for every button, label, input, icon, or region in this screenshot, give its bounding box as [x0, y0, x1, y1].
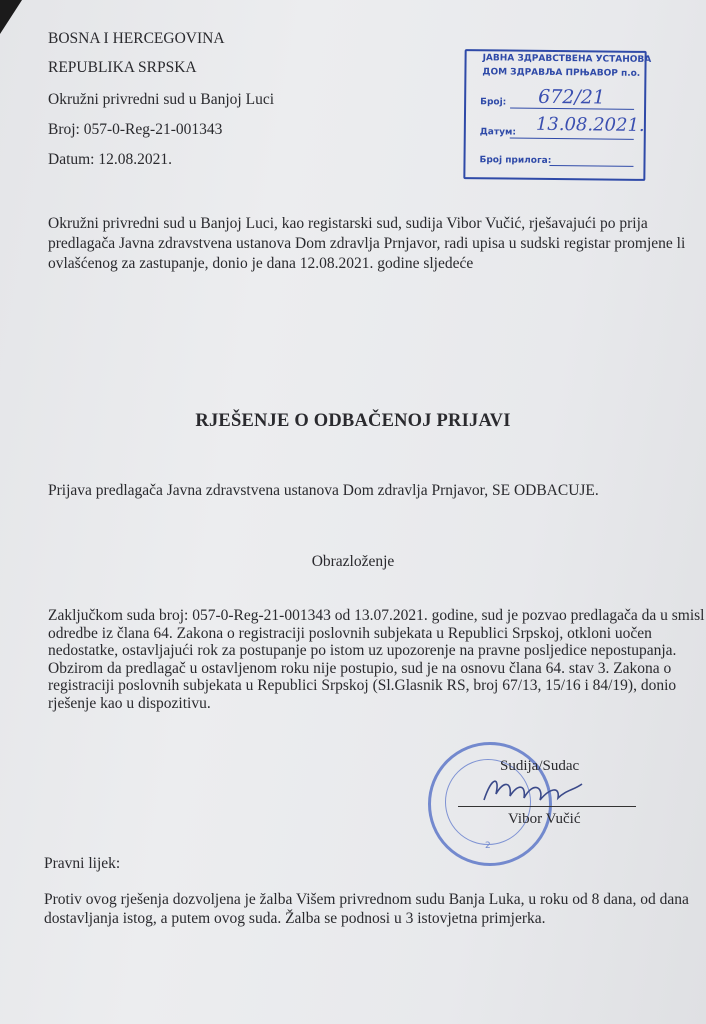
stamp-date-rule: [510, 138, 634, 140]
header-date: Datum: 12.08.2021.: [48, 151, 172, 168]
document-title: RJEŠENJE O ODBAČENOJ PRIJAVI: [195, 411, 511, 431]
intro-line: predlagača Javna zdravstvena ustanova Dom zdravlja Prnjavor, radi upisa u sudski registar promjene li: [48, 235, 686, 252]
stamp-number-label: Број:: [480, 97, 507, 108]
legal-remedy-line: dostavljanja istog, a putem ovog suda. Žalba se podnosi u 3 istovjetna primjerka.: [44, 910, 546, 927]
reasoning-line: nedostatke, ostavljajući rok za postupanje po istom uz upozorenje na pravne posljedice nepostupanja.: [48, 642, 677, 659]
signature-role: Sudija/Sudac: [500, 758, 580, 774]
signature-name: Vibor Vučić: [508, 811, 581, 827]
reasoning-line: Zaključkom suda broj: 057-0-Reg-21-001343 od 13.07.2021. godine, sud je pozvao predlagača da u smisl: [48, 607, 705, 624]
stamp-org-line2: ДОМ ЗДРАВЉА ПРЊАВОР п.о.: [482, 67, 641, 79]
stamp-number-value: 672/21: [538, 85, 606, 109]
legal-remedy-heading: Pravni lijek:: [44, 855, 121, 872]
header-court: Okružni privredni sud u Banjoj Luci: [48, 91, 274, 108]
entry-stamp: [463, 49, 652, 181]
stamp-date-value: 13.08.2021.: [535, 113, 645, 136]
stamp-org-line1: ЈАВНА ЗДРАВСТВЕНА УСТАНОВА: [482, 53, 652, 66]
decision-text: Prijava predlagača Javna zdravstvena ustanova Dom zdravlja Prnjavor, SE ODBACUJE.: [48, 482, 599, 499]
legal-remedy-line: Protiv ovog rješenja dozvoljena je žalba Višem privrednom sudu Banja Luka, u roku od 8 dana, od dana: [44, 891, 689, 908]
reasoning-line: odredbe iz člana 64. Zakona o registraciji poslovnih subjekata u Republici Srpskoj, otkloni uočen: [48, 624, 652, 642]
legal-remedy-paragraph: [44, 890, 704, 928]
intro-paragraph: [48, 214, 706, 274]
stamp-date-label: Датум:: [479, 127, 517, 138]
stamp-attachments-label: Број прилога:: [479, 155, 552, 166]
header-entity: REPUBLIKA SRPSKA: [48, 59, 197, 76]
header-case-number: Broj: 057-0-Reg-21-001343: [48, 121, 223, 138]
signature-line: [458, 806, 636, 807]
handwritten-signature: [478, 770, 588, 810]
intro-line: Okružni privredni sud u Banjoj Luci, kao registarski sud, sudija Vibor Vučić, rješavajući po prija: [48, 215, 648, 232]
page-corner-shadow: [0, 0, 22, 34]
reasoning-line: Obzirom da predlagač u ostavljenom roku nije postupio, sud je na osnovu člana 64. stav 3. Zakona o: [48, 659, 672, 677]
reasoning-heading: Obrazloženje: [311, 553, 395, 570]
court-seal-mark: 2: [485, 841, 491, 851]
intro-line: ovlašćenog za zastupanje, donio je dana 12.08.2021. godine sljedeće: [48, 255, 474, 272]
stamp-attachments-rule: [549, 165, 633, 167]
reasoning-paragraph: [48, 607, 706, 712]
reasoning-line: registraciji poslovnih subjekata u Republici Srpskoj (Sl.Glasnik RS, broj 67/13, 15/16 i 84/19), donio: [48, 677, 677, 694]
header-country: BOSNA I HERCEGOVINA: [48, 30, 225, 47]
reasoning-line: rješenje kao u dispozitivu.: [48, 694, 211, 712]
